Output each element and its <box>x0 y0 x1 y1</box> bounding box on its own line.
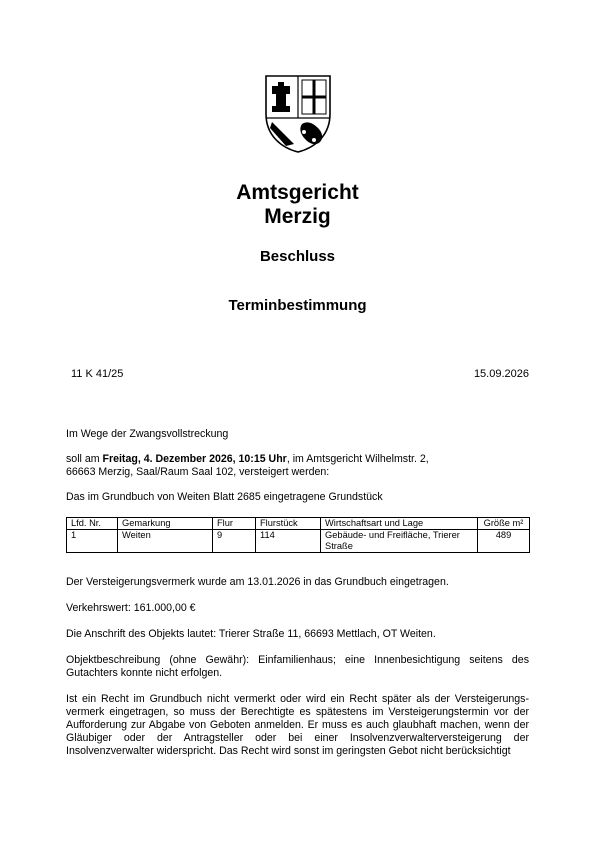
anschrift-text: Die Anschrift des Objekts lautet: Trierer Straße 11, 66693 Mettlach, OT Weiten. <box>66 628 436 640</box>
table-cell: Weiten <box>118 530 213 553</box>
table-cell: 1 <box>67 530 118 553</box>
objektbeschreibung-text: Objektbeschreibung (ohne Gewähr): Einfamilienhaus; eine Innenbesichtigung seitens des Gutachters konnte nicht erfolgen. <box>66 654 529 679</box>
table-cell: 9 <box>213 530 256 553</box>
table-cell: 489 <box>478 530 530 553</box>
case-number: 11 K 41/25 <box>71 368 124 380</box>
property-table <box>66 517 530 553</box>
recht-paragraph: Ist ein Recht im Grundbuch nicht vermerkt oder wird ein Recht später als der Versteigerungs-vermerk eingetragen, so muss der Berechtigte es spätestens im Versteigerungstermin vor der Aufforderung zur Abgabe von Geboten anmelden. Er muss es auch glaubhaft machen, wenn der Gläubiger oder der Antragsteller oder bei einer Insolvenzverwalterversteigerung der Insolvenzverwalter widerspricht. Das Recht wird sonst im geringsten Gebot nicht berücksichtigt <box>66 693 529 757</box>
term-paragraph <box>66 453 529 479</box>
court-name-line1: Amtsgericht <box>236 181 359 204</box>
verkehrswert-text: Verkehrswert: 161.000,00 € <box>66 602 196 614</box>
term-location: 66663 Merzig, Saal/Raum Saal 102, versteigert werden: <box>66 466 330 478</box>
column-header: Flur <box>213 518 256 530</box>
term-date: Freitag, 4. Dezember 2026, 10:15 Uhr <box>102 453 287 465</box>
column-header: Wirtschaftsart und Lage <box>321 518 478 530</box>
table-cell: 114 <box>256 530 321 553</box>
column-header: Größe m² <box>478 518 530 530</box>
vermerk-text: Der Versteigerungsvermerk wurde am 13.01.2026 in das Grundbuch eingetragen. <box>66 576 449 588</box>
table-cell: Gebäude- und Freifläche, Trierer Straße <box>321 530 478 553</box>
term-prefix: soll am <box>66 453 103 465</box>
court-name-line2: Merzig <box>264 205 331 228</box>
term-suffix: , im Amtsgericht Wilhelmstr. 2, <box>286 453 429 465</box>
coat-of-arms-crest <box>264 74 332 154</box>
table-row <box>67 530 530 553</box>
column-header: Flurstück <box>256 518 321 530</box>
heading-terminbestimmung: Terminbestimmung <box>228 297 367 314</box>
heading-beschluss: Beschluss <box>259 248 336 265</box>
grundbuch-text: Das im Grundbuch von Weiten Blatt 2685 eingetragene Grundstück <box>66 491 383 503</box>
column-header: Gemarkung <box>118 518 213 530</box>
intro-text: Im Wege der Zwangsvollstreckung <box>66 428 229 440</box>
table-header-row <box>67 518 530 530</box>
column-header: Lfd. Nr. <box>67 518 118 530</box>
document-date: 15.09.2026 <box>473 368 529 380</box>
